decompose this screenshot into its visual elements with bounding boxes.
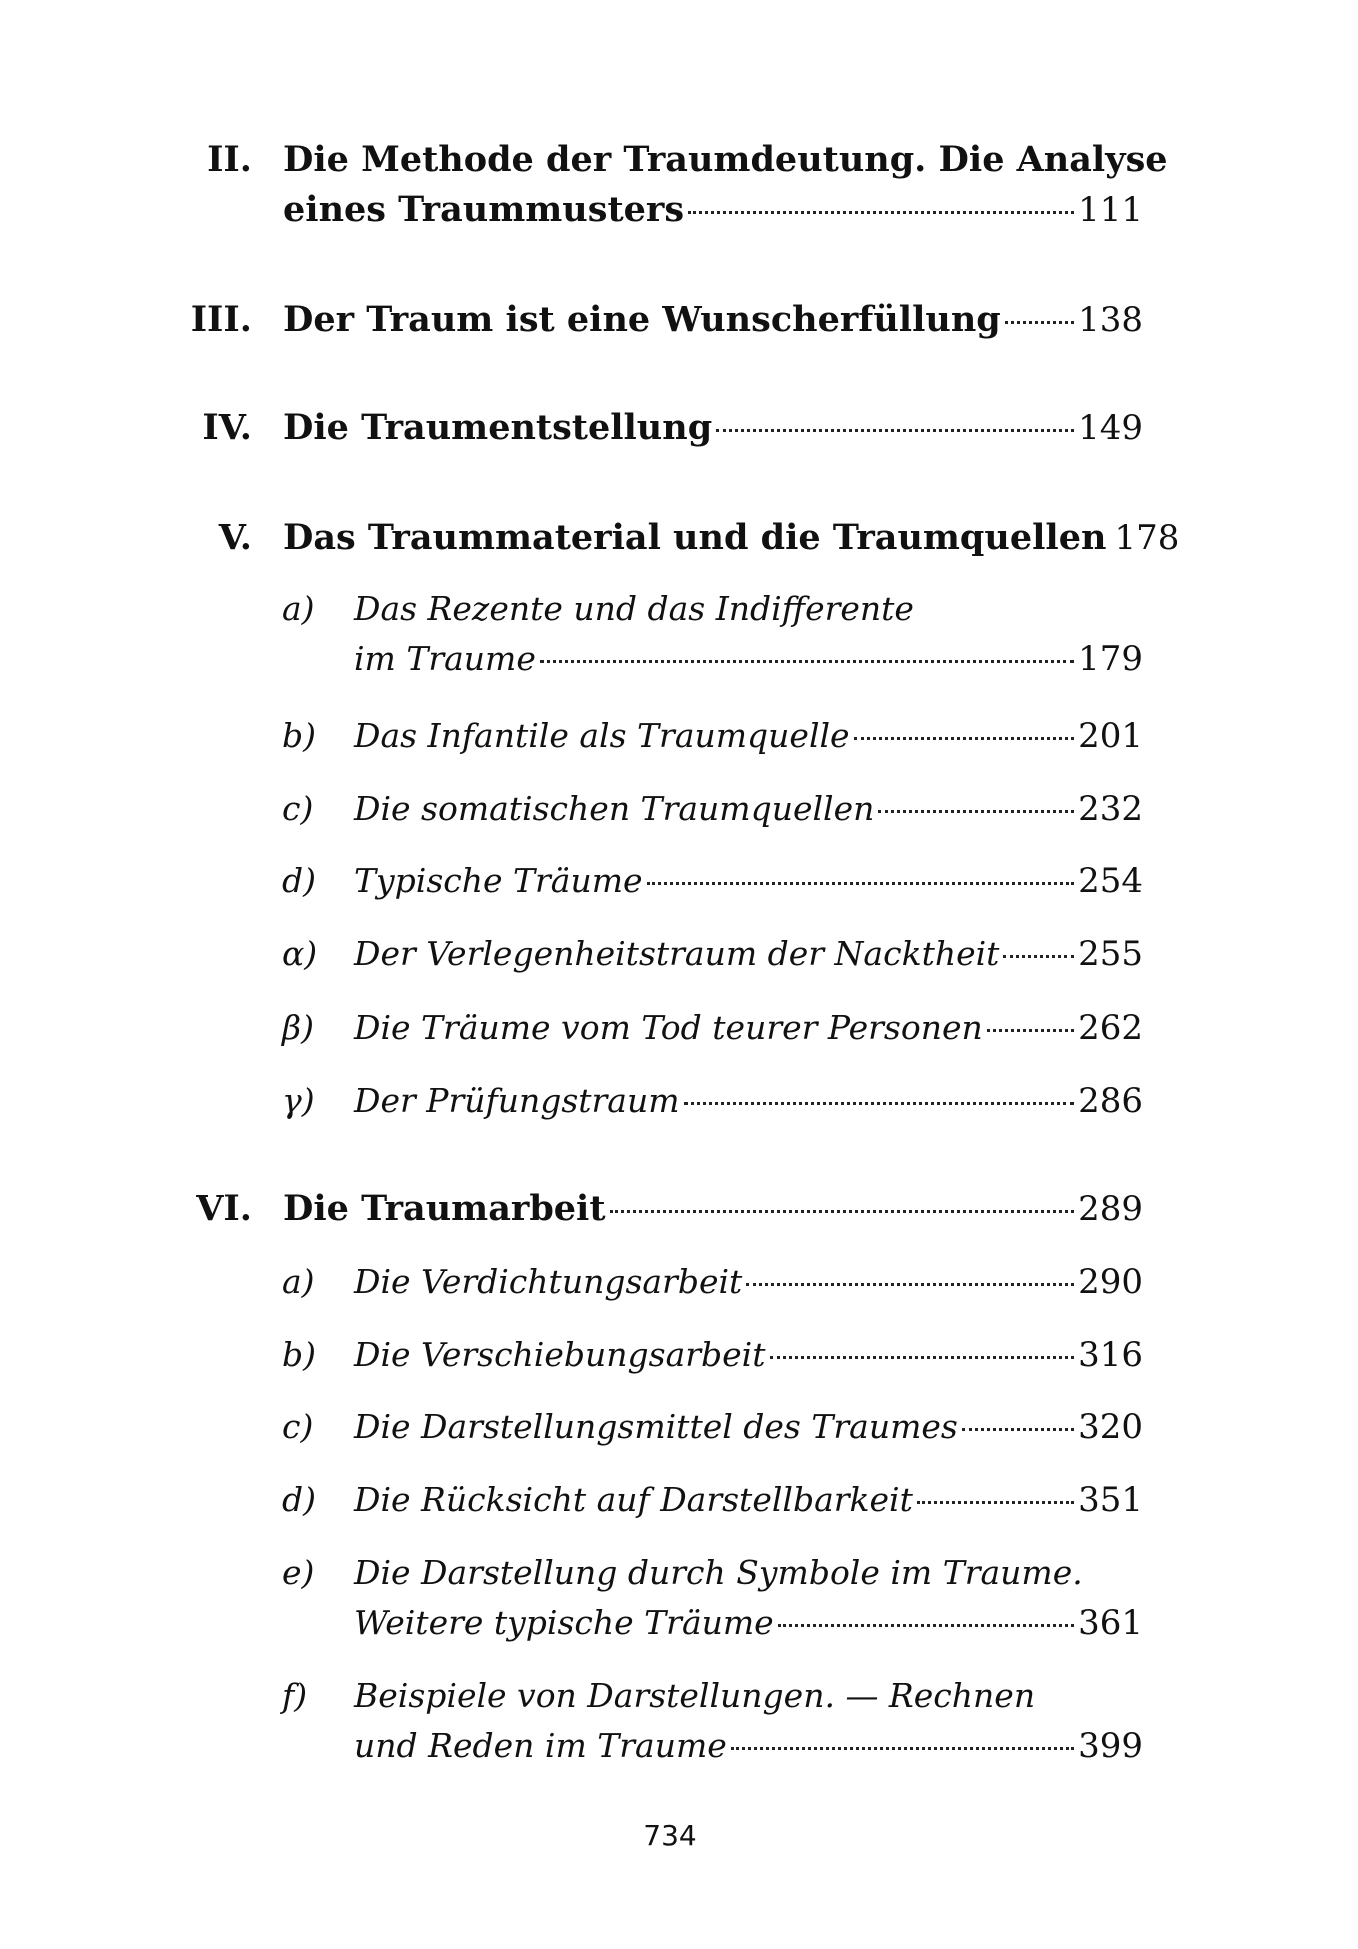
entry-title: Das Infantile als Traumquelle bbox=[354, 716, 850, 755]
toc-leader-row bbox=[354, 1257, 1143, 1307]
entry-title: Die Darstellungsmittel des Traumes bbox=[354, 1407, 958, 1446]
entry-title: Die Rücksicht auf Darstellbarkeit bbox=[354, 1480, 913, 1519]
section-marker: γ) bbox=[282, 1081, 315, 1120]
entry-title: im Traume bbox=[354, 639, 536, 678]
entry-page-number: 111 bbox=[1078, 190, 1143, 230]
section-marker: β) bbox=[282, 1008, 314, 1047]
entry-title: Weitere typische Träume bbox=[354, 1603, 774, 1642]
entry-title: Der Verlegenheitstraum der Nacktheit bbox=[354, 934, 1000, 973]
section-marker: c) bbox=[282, 789, 314, 828]
dot-leader bbox=[610, 1210, 1075, 1213]
toc-leader-row bbox=[354, 634, 1143, 684]
section-marker: b) bbox=[282, 1335, 316, 1374]
entry-page-number: 232 bbox=[1078, 789, 1143, 829]
entry-page-number: 255 bbox=[1078, 934, 1143, 974]
toc-leader-row bbox=[354, 1598, 1143, 1648]
section-marker: a) bbox=[282, 589, 315, 628]
entry-title: Die Traumarbeit bbox=[283, 1188, 606, 1229]
dot-leader bbox=[716, 429, 1074, 432]
entry-title: eines Traummusters bbox=[283, 189, 685, 230]
toc-leader-row bbox=[283, 403, 1143, 453]
entry-title: Das Traummaterial und die Traumquellen bbox=[283, 517, 1107, 558]
toc-leader-row bbox=[283, 295, 1143, 345]
entry-title: Der Traum ist eine Wunscherfüllung bbox=[283, 299, 1001, 340]
entry-page-number: 290 bbox=[1078, 1262, 1143, 1302]
entry-title: Der Prüfungstraum bbox=[354, 1081, 680, 1120]
entry-page-number: 316 bbox=[1078, 1335, 1143, 1375]
entry-page-number: 361 bbox=[1078, 1603, 1143, 1643]
toc-leader-row bbox=[354, 1330, 1143, 1380]
entry-page-number: 399 bbox=[1078, 1726, 1143, 1766]
section-marker: e) bbox=[282, 1553, 315, 1592]
page-number: 734 bbox=[643, 1819, 697, 1852]
chapter-number: V. bbox=[218, 517, 252, 558]
section-marker: f) bbox=[282, 1676, 308, 1715]
toc-leader-row bbox=[283, 1184, 1143, 1234]
toc-leader-row bbox=[354, 711, 1143, 761]
entry-title: Die Träume vom Tod teurer Personen bbox=[354, 1008, 983, 1047]
section-marker: d) bbox=[282, 1480, 316, 1519]
dot-leader bbox=[770, 1356, 1075, 1359]
dot-leader bbox=[1003, 955, 1074, 958]
entry-page-number: 178 bbox=[1114, 518, 1180, 558]
entry-title: und Reden im Traume bbox=[354, 1726, 727, 1765]
toc-leader-row bbox=[354, 1402, 1143, 1452]
entry-title: Die Traumentstellung bbox=[283, 407, 713, 448]
section-marker: c) bbox=[282, 1407, 314, 1446]
entry-page-number: 320 bbox=[1078, 1407, 1143, 1447]
toc-leader-row bbox=[354, 1475, 1143, 1525]
toc-leader-row bbox=[283, 185, 1143, 235]
toc-leader-row bbox=[354, 929, 1143, 979]
dot-leader bbox=[778, 1624, 1074, 1627]
section-marker: α) bbox=[282, 934, 318, 973]
entry-title-first-line: Die Darstellung durch Symbole im Traume. bbox=[354, 1553, 1083, 1592]
section-marker: a) bbox=[282, 1262, 315, 1301]
toc-leader-row bbox=[354, 1076, 1143, 1126]
dot-leader bbox=[1005, 321, 1074, 324]
chapter-number: IV. bbox=[202, 407, 252, 448]
dot-leader bbox=[987, 1029, 1074, 1032]
entry-title-first-line: Das Rezente und das Indifferente bbox=[354, 589, 914, 628]
entry-page-number: 289 bbox=[1078, 1189, 1143, 1229]
entry-title: Die somatischen Traumquellen bbox=[354, 789, 875, 828]
toc-leader-row bbox=[354, 1003, 1143, 1053]
entry-title-first-line: Die Methode der Traumdeutung. Die Analyse bbox=[283, 139, 1168, 180]
entry-page-number: 254 bbox=[1078, 861, 1143, 901]
toc-leader-row bbox=[354, 856, 1143, 906]
toc-leader-row bbox=[283, 513, 1180, 563]
dot-leader bbox=[731, 1747, 1074, 1750]
dot-leader bbox=[746, 1283, 1074, 1286]
chapter-number: III. bbox=[190, 299, 252, 340]
chapter-number: II. bbox=[207, 139, 252, 180]
entry-page-number: 286 bbox=[1078, 1081, 1143, 1121]
toc-leader-row bbox=[354, 784, 1143, 834]
entry-page-number: 179 bbox=[1078, 639, 1143, 679]
entry-page-number: 149 bbox=[1078, 408, 1143, 448]
entry-page-number: 351 bbox=[1078, 1480, 1143, 1520]
dot-leader bbox=[854, 737, 1075, 740]
chapter-number: VI. bbox=[196, 1188, 252, 1229]
dot-leader bbox=[540, 660, 1074, 663]
toc-leader-row bbox=[354, 1721, 1143, 1771]
dot-leader bbox=[688, 211, 1074, 214]
dot-leader bbox=[684, 1102, 1075, 1105]
entry-title-first-line: Beispiele von Darstellungen. — Rechnen bbox=[354, 1676, 1036, 1715]
entry-title: Die Verschiebungsarbeit bbox=[354, 1335, 766, 1374]
dot-leader bbox=[917, 1501, 1074, 1504]
section-marker: d) bbox=[282, 861, 316, 900]
entry-title: Typische Träume bbox=[354, 861, 643, 900]
dot-leader bbox=[878, 810, 1074, 813]
entry-page-number: 201 bbox=[1078, 716, 1143, 756]
entry-page-number: 138 bbox=[1078, 300, 1143, 340]
section-marker: b) bbox=[282, 716, 316, 755]
entry-title: Die Verdichtungsarbeit bbox=[354, 1262, 743, 1301]
entry-page-number: 262 bbox=[1078, 1008, 1143, 1048]
dot-leader bbox=[647, 882, 1075, 885]
dot-leader bbox=[962, 1428, 1074, 1431]
